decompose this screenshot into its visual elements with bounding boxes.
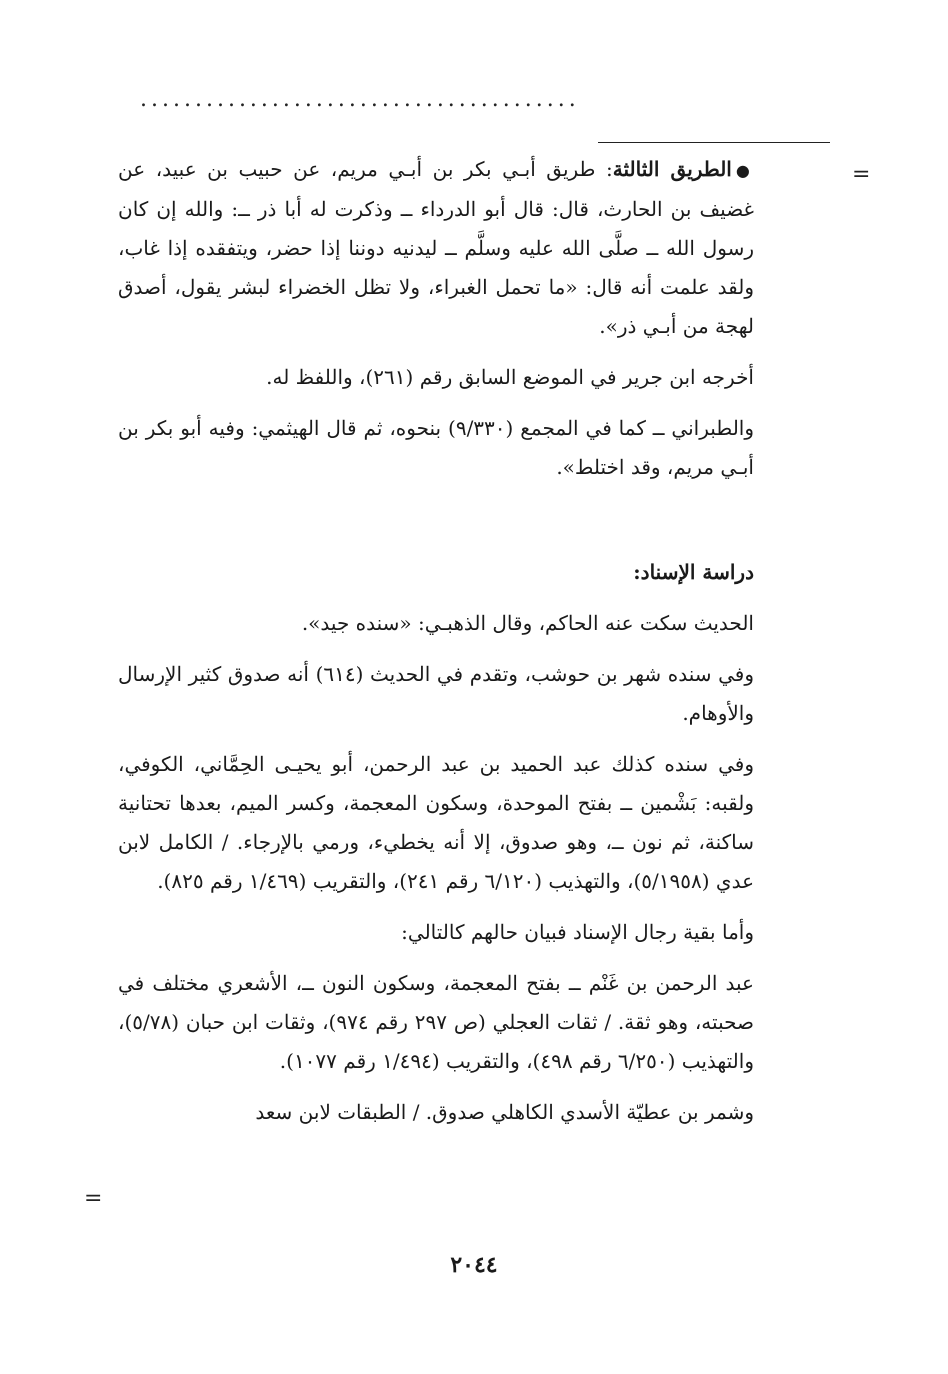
side-equals-mark: = [852, 162, 871, 187]
study-paragraph-5: عبد الرحمن بن غَنْم ــ بفتح المعجمة، وسكون النون ــ، الأشعري مختلف في صحبته، وهو ثقة. / ثقات العجلي (ص ٢٩٧ رقم ٩٧٤)، وثقات ابن حبان (٥/٧٨)، والتهذيب (٦/٢٥٠ رقم ٤٩٨)، والتقريب (١/٤٩٤ رقم ١٠٧٧). [118, 971, 754, 1073]
dotted-separator: ........................................ [140, 88, 580, 112]
footnote-rule [598, 142, 830, 143]
paragraph-lead: الطريق الثالثة [612, 157, 732, 181]
bullet-icon: ● [735, 161, 754, 180]
study-paragraph-6: وشمر بن عطيّة الأسدي الكاهلي صدوق. / الطبقات لابن سعد [255, 1100, 754, 1124]
footnote-paragraph-2: أخرجه ابن جرير في الموضع السابق رقم (٢٦١)، واللفظ له. [266, 365, 754, 389]
study-paragraph-2: وفي سنده شهر بن حوشب، وتقدم في الحديث (٦١٤) أنه صدوق كثير الإرسال والأوهام. [118, 662, 754, 725]
study-paragraph-3: وفي سنده كذلك عبد الحميد بن عبد الرحمن، أبو يحيـى الحِمَّاني، الكوفي، ولقبه: بَشْمين ــ بفتح الموحدة، وسكون المعجمة، وكسر الميم، بعدها تحتانية ساكنة، ثم نون ــ، وهو صدوق، إلا أنه يخطيء، ورمي بالإرجاء. / الكامل لابن عدي (٥/١٩٥٨)، والتهذيب (٦/١٢٠ رقم ٢٤١)، والتقريب (١/٤٦٩ رقم ٨٢٥). [118, 752, 754, 893]
footnote-paragraph-3: والطبراني ــ كما في المجمع (٩/٣٣٠) بنحوه، ثم قال الهيثمي: وفيه أبو بكر بن أبـي مريم، وقد اختلط». [118, 416, 755, 479]
continuation-equals-mark: = [84, 1186, 103, 1211]
footnote-body [118, 150, 754, 1132]
paragraph-text: : طريق أبـي بكر بن أبـي مريم، عن حبيب بن عبيد، عن غضيف بن الحارث، قال: قال أبو الدرداء ــ وذكرت له أبا ذر ــ: والله إن كان رسول الله ــ صلَّى الله عليه وسلَّم ــ ليدنيه دوننا إذا حضر، ويتفقده إذا غاب، ولقد علمت أنه قال: «ما تحمل الغبراء، ولا تظل الخضراء لبشر يقول، أصدق لهجة من أبـي ذر». [118, 157, 754, 338]
page-number: ٢٠٤٤ [450, 1252, 498, 1278]
study-paragraph-4: وأما بقية رجال الإسناد فبيان حالهم كالتالي: [401, 920, 754, 944]
study-paragraph-1: الحديث سكت عنه الحاكم، وقال الذهبـي: «سنده جيد». [301, 611, 754, 635]
footnote-paragraph-1 [118, 150, 754, 346]
section-heading: دراسة الإسناد: [633, 560, 754, 584]
